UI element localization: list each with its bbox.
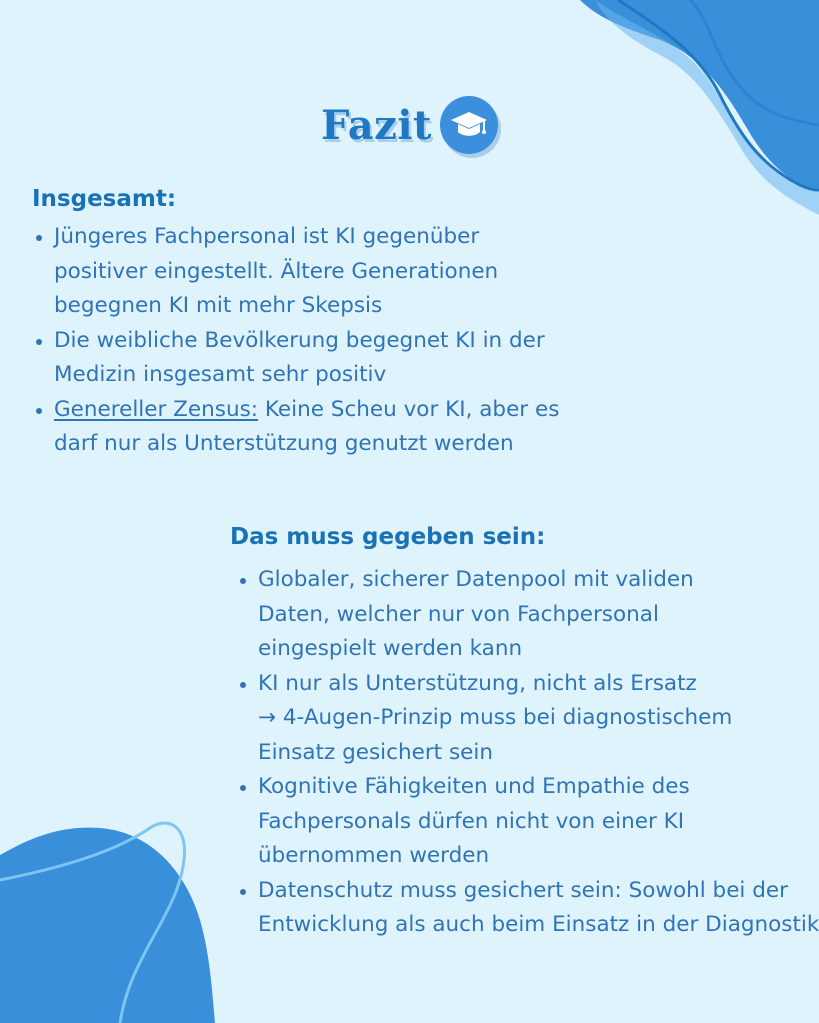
- section-heading-insgesamt: Insgesamt:: [32, 186, 177, 212]
- graduation-cap-icon: [440, 96, 498, 154]
- list-item: KI nur als Unterstützung, nicht als Ersatz → 4-Augen-Prinzip muss bei diagnostischem Einsatz gesichert sein: [236, 667, 806, 771]
- bottom-left-blob: [0, 828, 215, 1023]
- section-heading-requirements: Das muss gegeben sein:: [230, 524, 546, 550]
- list-item: Die weibliche Bevölkerung begegnet KI in der Medizin insgesamt sehr positiv: [32, 324, 554, 393]
- summary-list: [32, 220, 592, 462]
- list-item: Kognitive Fähigkeiten und Empathie des Fachpersonals dürfen nicht von einer KI übernommen werden: [236, 770, 768, 874]
- list-item: Globaler, sicherer Datenpool mit validen Daten, welcher nur von Fachpersonal eingespielt werden kann: [236, 563, 748, 667]
- zensus-label: Genereller Zensus:: [54, 396, 259, 422]
- list-item: Jüngeres Fachpersonal ist KI gegenüber positiver eingestellt. Ältere Generationen begegnen KI mit mehr Skepsis: [32, 220, 534, 324]
- requirements-list: [236, 563, 819, 943]
- list-item: Genereller Zensus: Keine Scheu vor KI, aber es darf nur als Unterstützung genutzt werden: [32, 393, 574, 462]
- page-title: Fazit: [320, 101, 432, 149]
- top-right-blob: [580, 0, 819, 190]
- title-row: [0, 96, 819, 154]
- list-item: Datenschutz muss gesichert sein: Sowohl bei der Entwicklung als auch beim Einsatz in der Diagnostik: [236, 874, 819, 943]
